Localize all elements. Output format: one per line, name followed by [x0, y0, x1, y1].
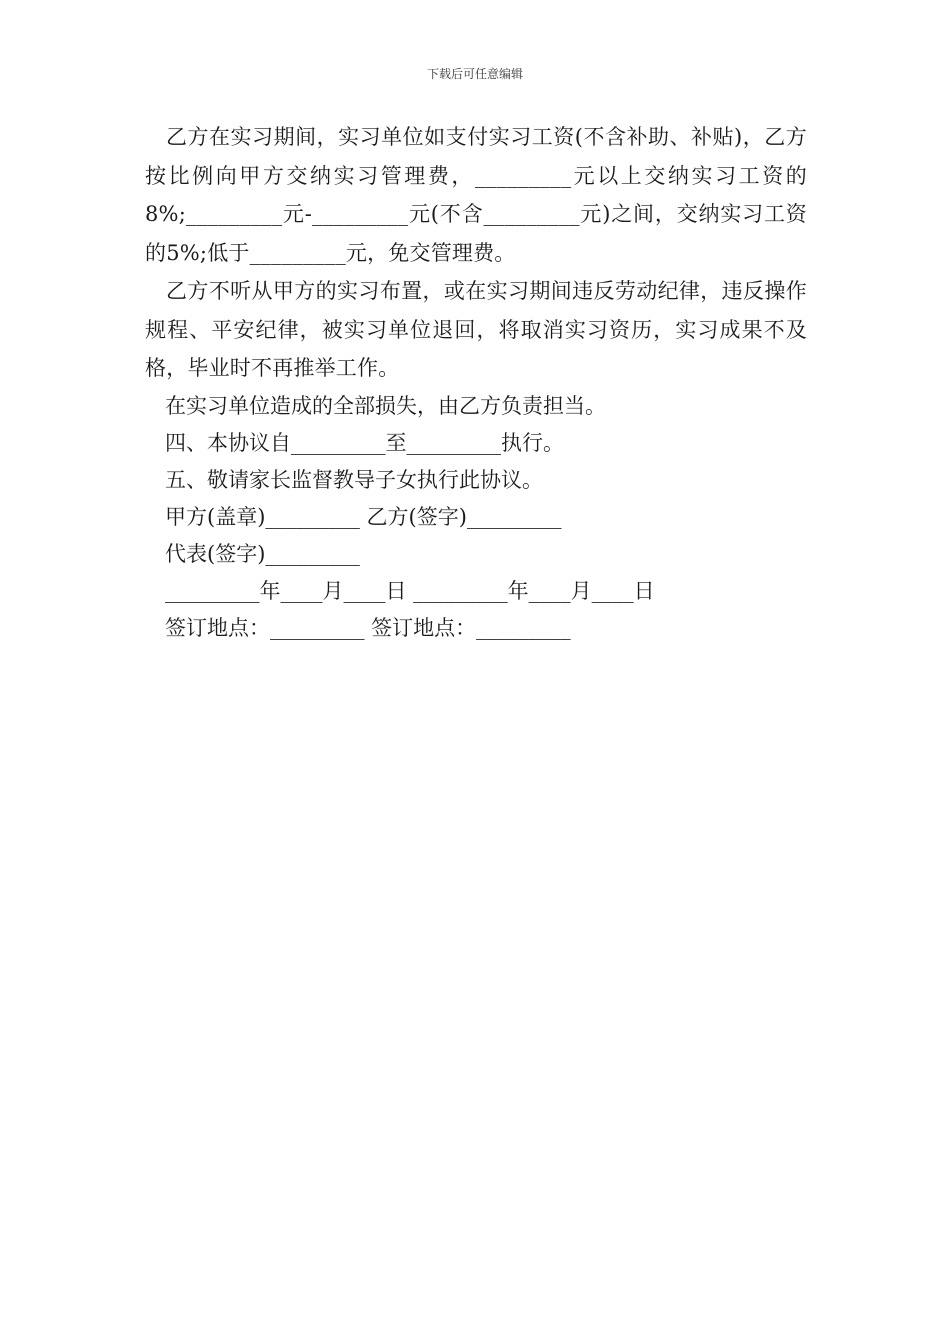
date-line: _________年____月____日 _________年____月____日	[165, 578, 655, 603]
line-agreement-term: 四、本协议自_________至_________执行。	[165, 430, 564, 455]
signature-line-parties: 甲方(盖章)_________ 乙方(签字)_________	[165, 504, 562, 529]
page-header-note: 下载后可任意编辑	[426, 67, 523, 81]
paragraph-discipline: 乙方不听从甲方的实习布置，或在实习期间违反劳动纪律，违反操作规程、平安纪律，被实习单位退回，将取消实习资历，实习成果不及格，毕业时不再推举工作。	[145, 279, 807, 380]
signature-line-representative: 代表(签字)_________	[165, 541, 360, 566]
document-body	[145, 118, 807, 647]
signing-location-line: 签订地点：_________ 签订地点：_________	[165, 615, 571, 640]
paragraph-internship-fee: 乙方在实习期间，实习单位如支付实习工资(不含补助、补贴)，乙方按比例向甲方交纳实习管理费，_________元以上交纳实习工资的8%;_________元-_________元(不含_________元)之间，交纳实习工资的5%;低于_________元，免交管理费。	[145, 125, 807, 265]
line-losses: 在实习单位造成的全部损失，由乙方负责担当。	[165, 393, 606, 418]
line-parent-supervision: 五、敬请家长监督教导子女执行此协议。	[165, 467, 543, 492]
